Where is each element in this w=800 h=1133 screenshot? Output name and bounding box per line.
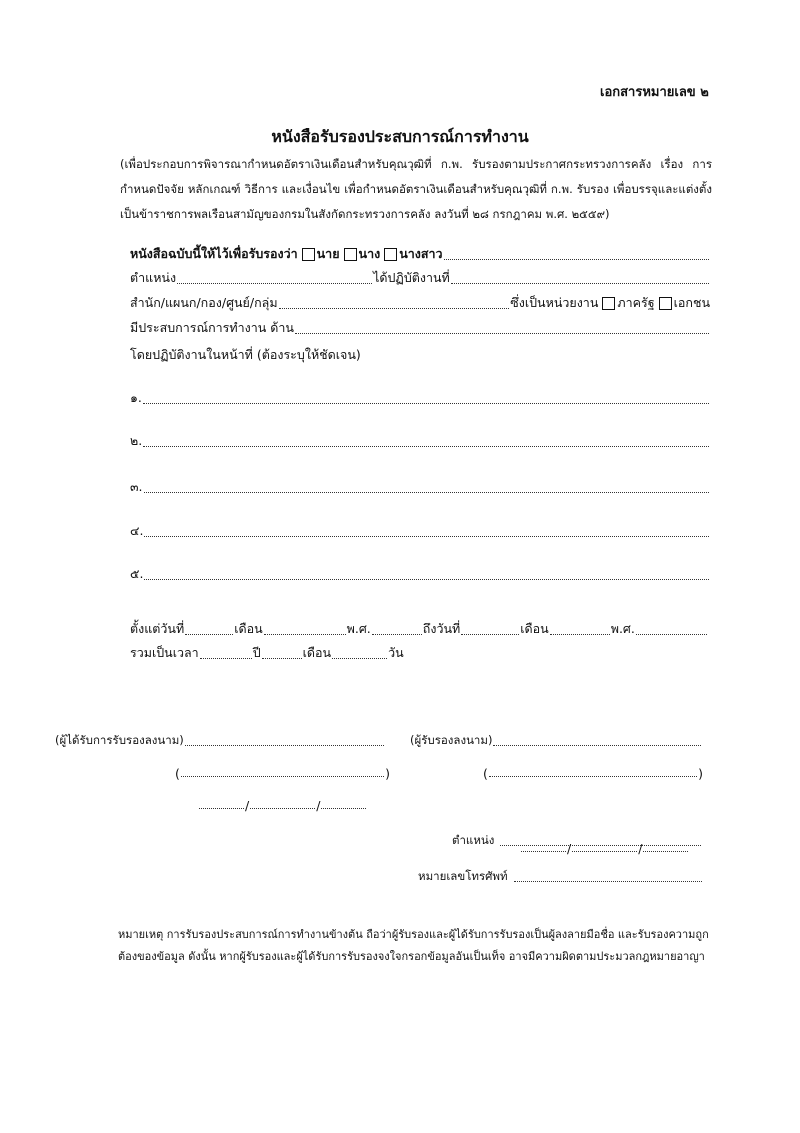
slash: / xyxy=(638,841,643,856)
certifier-signature-row xyxy=(410,730,702,750)
option-mrs: นาง xyxy=(358,246,381,261)
option-private: เอกชน xyxy=(673,295,710,310)
to-day-field[interactable] xyxy=(461,634,519,635)
duty-field[interactable] xyxy=(144,536,709,537)
duty-number: ๑. xyxy=(130,390,142,405)
certifier-name-field[interactable] xyxy=(489,776,697,777)
checkbox-public[interactable] xyxy=(602,297,615,310)
unit-row xyxy=(130,293,710,313)
duty-field[interactable] xyxy=(143,403,709,404)
recipient-name-row xyxy=(175,761,390,781)
checkbox-miss[interactable] xyxy=(384,248,397,261)
to-label: ถึงวันที่ xyxy=(422,621,461,636)
duty-number: ๕. xyxy=(130,566,144,581)
duty-row xyxy=(130,564,710,584)
duty-field[interactable] xyxy=(144,492,709,493)
experience-field[interactable] xyxy=(295,333,709,334)
duty-row xyxy=(130,431,710,451)
to-month-field[interactable] xyxy=(550,634,610,635)
duty-row xyxy=(130,388,710,408)
recipient-signature-row xyxy=(55,730,385,750)
total-months-field[interactable] xyxy=(262,658,302,659)
position-field[interactable] xyxy=(177,283,372,284)
slash: / xyxy=(245,798,250,813)
duties-label: โดยปฏิบัติงานในหน้าที่ (ต้องระบุให้ชัดเจน) xyxy=(130,347,361,362)
certify-label: หนังสือฉบับนี้ให้ไว้เพื่อรับรองว่า xyxy=(130,246,298,261)
months-unit: เดือน xyxy=(302,645,332,660)
date-year-field[interactable] xyxy=(321,808,366,809)
years-unit: ปี xyxy=(252,645,261,660)
date-month-field[interactable] xyxy=(250,808,315,809)
recipient-date-row xyxy=(198,793,367,813)
total-label: รวมเป็นเวลา xyxy=(130,645,199,660)
days-unit: วัน xyxy=(388,645,404,660)
experience-row xyxy=(130,318,710,338)
from-day-field[interactable] xyxy=(185,634,233,635)
close-paren: ) xyxy=(698,766,703,781)
duty-number: ๔. xyxy=(130,523,144,538)
from-label: ตั้งแต่วันที่ xyxy=(130,621,185,636)
phone-row xyxy=(418,866,703,886)
duty-number: ๓. xyxy=(130,479,143,494)
recipient-signature-label: (ผู้ได้รับการรับรองลงนาม) xyxy=(55,733,184,747)
unit-field[interactable] xyxy=(279,308,510,309)
total-row xyxy=(130,643,404,663)
duty-row xyxy=(130,521,710,541)
option-miss: นางสาว xyxy=(399,246,443,261)
close-paren: ) xyxy=(385,766,390,781)
month-label: เดือน xyxy=(520,621,549,636)
certifier-signature-label: (ผู้รับรองลงนาม) xyxy=(410,733,493,747)
subtitle: (เพื่อประกอบการพิจารณากำหนดอัตราเงินเดือนสำหรับคุณวุฒิที่ ก.พ. รับรองตามประกาศกระทรวงการคลัง เรื่อง การกำหนดปัจจัย หลักเกณฑ์ วิธีการ และเงื่อนไข เพื่อกำหนดอัตราเงินเดือนสำหรับคุณวุฒิที่ ก.พ. รับรอง เพื่อบรรจุและแต่งตั้งเป็นข้าราชการพลเรือนสามัญของกรมในสังกัดกระทรวงการคลัง ลงวันที่ ๒๘ กรกฎาคม พ.ศ. ๒๕๕๙) xyxy=(120,157,712,221)
note: หมายเหตุ การรับรองประสบการณ์การทำงานข้างต้น ถือว่าผู้รับรองและผู้ได้รับการรับรองเป็นผู้ลงลายมือชื่อ และรับรองความถูกต้องของข้อมูล ดังนั้น หากผู้รับรองและผู้ได้รับการรับรองจงใจกรอกข้อมูลอันเป็นเท็จ อาจมีความผิดตามประมวลกฎหมายอาญา xyxy=(118,928,709,963)
checkbox-mrs[interactable] xyxy=(344,248,357,261)
from-year-field[interactable] xyxy=(372,634,422,635)
certify-row xyxy=(130,244,710,264)
period-row xyxy=(130,619,708,639)
phone-field[interactable] xyxy=(514,881,702,882)
recipient-name-field[interactable] xyxy=(181,776,384,777)
unit-type-label: ซึ่งเป็นหน่วยงาน xyxy=(510,295,599,310)
document-number: เอกสารหมายเลข ๒ xyxy=(600,85,709,100)
duty-field[interactable] xyxy=(144,579,709,580)
open-paren: ( xyxy=(483,766,488,781)
name-field[interactable] xyxy=(444,259,709,260)
date-day-field[interactable] xyxy=(199,808,244,809)
experience-label: มีประสบการณ์การทำงาน ด้าน xyxy=(130,320,294,335)
year-label: พ.ศ. xyxy=(610,621,635,636)
certifier-name-row xyxy=(483,761,703,781)
slash: / xyxy=(567,841,572,856)
checkbox-private[interactable] xyxy=(659,297,672,310)
position-row xyxy=(130,268,710,288)
total-years-field[interactable] xyxy=(200,658,252,659)
unit-label: สำนัก/แผนก/กอง/ศูนย์/กลุ่ม xyxy=(130,295,278,310)
date-day-field[interactable] xyxy=(521,851,566,852)
certifier-signature-field[interactable] xyxy=(493,745,701,746)
page-title: หนังสือรับรองประสบการณ์การทำงาน xyxy=(271,127,529,146)
to-year-field[interactable] xyxy=(636,634,707,635)
recipient-signature-field[interactable] xyxy=(185,745,384,746)
checkbox-mr[interactable] xyxy=(302,248,315,261)
workplace-field[interactable] xyxy=(451,283,709,284)
open-paren: ( xyxy=(175,766,180,781)
date-year-field[interactable] xyxy=(643,851,688,852)
phone-label: หมายเลขโทรศัพท์ xyxy=(418,869,508,883)
date-month-field[interactable] xyxy=(572,851,637,852)
year-label: พ.ศ. xyxy=(346,621,371,636)
option-mr: นาย xyxy=(316,246,340,261)
certifier-date-row xyxy=(520,836,689,856)
from-month-field[interactable] xyxy=(264,634,346,635)
duty-row xyxy=(130,477,710,497)
position-label: ตำแหน่ง xyxy=(130,270,177,285)
slash: / xyxy=(316,798,321,813)
option-public: ภาครัฐ xyxy=(617,295,655,310)
duty-number: ๒. xyxy=(130,433,143,448)
total-days-field[interactable] xyxy=(332,658,387,659)
workplace-label: ได้ปฏิบัติงานที่ xyxy=(373,270,450,285)
duty-field[interactable] xyxy=(143,446,709,447)
certifier-position-label: ตำแหน่ง xyxy=(452,833,495,847)
month-label: เดือน xyxy=(234,621,263,636)
